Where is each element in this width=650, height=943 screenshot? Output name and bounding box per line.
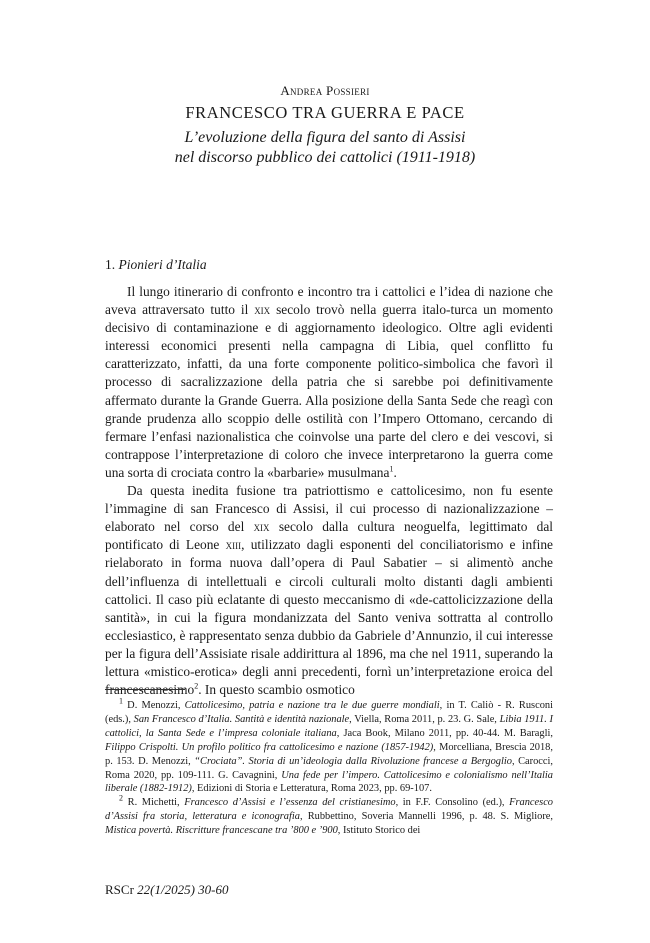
subtitle-line-2: nel discorso pubblico dei cattolici (1911-1918) xyxy=(174,149,476,166)
journal-name: RSCr xyxy=(105,882,134,897)
author-name: Andrea Possieri xyxy=(280,83,370,98)
footnote-ref-2[interactable]: 2 xyxy=(194,681,199,691)
footnote-ref-1[interactable]: 1 xyxy=(389,464,394,474)
footnote-text: , Jaca Book, Milano 2011, pp. 40-44. M. Baragli, xyxy=(336,727,553,739)
footnote-text: , Morcelliana, Brescia 2018, p. 153. D. Menozzi, xyxy=(105,741,553,767)
paragraph-1-end: . xyxy=(393,464,397,480)
footnote-work-title: Cattolicesimo, patria e nazione tra le due guerre mondiali xyxy=(184,700,440,711)
footnote-text: , in F.F. Consolino (ed.), xyxy=(395,797,510,809)
footnote-text: , Rubbettino, Soveria Mannelli 1996, p. 48. S. Migliore, xyxy=(299,811,553,823)
pope-numeral: xiii xyxy=(225,537,242,553)
paragraph-2-text-a: Da questa inedita fusione tra patriottismo e cattolicesimo, non fu esente l’immagine di san Francesco di Assisi, il cui processo di nazionalizzazione – elaborato nel corso del xyxy=(105,483,553,535)
footnote-1 xyxy=(105,696,553,796)
footnote-work-title: “Crociata”. Storia di un’ideologia dalla Rivoluzione francese a Bergoglio xyxy=(194,755,512,767)
footnote-work-title: Mistica povertà. Riscritture francescane tra ’800 e ’900 xyxy=(105,825,338,837)
footnote-separator xyxy=(105,689,185,690)
footnote-work-title: Francesco d’Assisi fra storia, letteratura e iconografia xyxy=(105,797,553,823)
footnote-work-title: Francesco d’Assisi e l’essenza del cristianesimo xyxy=(184,797,396,809)
footnote-text: D. Menozzi, xyxy=(123,700,185,711)
footnote-work-title: San Francesco d’Italia. Santità e identità nazionale xyxy=(133,713,350,725)
paragraph-1 xyxy=(105,283,553,482)
footnote-text: , in T. Caliò - R. Rusconi (eds.), xyxy=(105,700,553,725)
paragraph-2 xyxy=(105,482,553,699)
footnote-text: , Istituto Storico dei xyxy=(337,825,421,837)
century-numeral: xix xyxy=(254,302,271,318)
section-heading xyxy=(105,257,207,273)
paragraph-1-text-a: Il lungo itinerario di confronto e incontro tra i cattolici e l’idea di nazione che aveva attraversato tutto il xyxy=(105,284,553,318)
century-numeral: xix xyxy=(253,519,270,535)
footnote-text: , Carocci, Roma 2020, pp. 109-111. G. Cavagnini, xyxy=(105,755,553,781)
footnote-2 xyxy=(105,793,553,838)
footnote-work-title: Filippo Crispolti. Un profilo politico fra cattolicesimo e nazione (1857-1942) xyxy=(105,741,434,753)
footnote-text: , Edizioni di Storia e Letteratura, Roma 2023, pp. 69-107. xyxy=(191,783,432,795)
subtitle-line-1: L’evoluzione della figura del santo di Assisi xyxy=(184,129,466,146)
paragraph-2-text-b: secolo dalla cultura neoguelfa, legittimato dal pontificato di Leone xyxy=(105,519,553,553)
section-title: Pionieri d’Italia xyxy=(118,257,207,272)
footnote-number: 1 xyxy=(119,696,123,706)
section-number: 1. xyxy=(105,257,116,272)
article-title: FRANCESCO TRA GUERRA E PACE xyxy=(185,103,465,122)
body-text xyxy=(105,283,553,699)
paragraph-2-end: . In questo scambio osmotico xyxy=(198,682,355,698)
article-subtitle xyxy=(0,128,650,168)
footnote-work-title: Una fede per l’impero. Cattolicesimo e colonialismo nell’Italia liberale (1882-1912) xyxy=(105,769,553,795)
page-footer xyxy=(105,882,229,898)
footnote-text: , Viella, Roma 2011, p. 23. G. Sale, xyxy=(349,713,500,725)
journal-issue: 22(1/2025) 30-60 xyxy=(137,882,229,897)
footnote-work-title: Libia 1911. I cattolici, la Santa Sede e l’impresa coloniale italiana xyxy=(105,713,553,739)
paragraph-2-text-c: , utilizzato dagli esponenti del conciliatorismo e infine rielaborato in forma nuova dall’opera di Paul Sabatier – si alimentò anche dell’influenza di intellettuali e circoli culturali molto distanti dagli ambienti cattolici. Il caso più eclatante di questo meccanismo di «de-cattolicizzazione della santità», in cui la figura mondanizzata del Santo veniva sottratta al controllo ecclesiastico, è rappresentato senza dubbio da Gabriele d’Annunzio, il cui interesse per la figura dell’Assisiate risale addirittura al 1896, ma che nel 1911, superando la lettura «mistico-erotica» degli anni precedenti, fornì un’interpretazione eroica del francescanesimo xyxy=(105,537,553,698)
footnote-number: 2 xyxy=(119,793,123,803)
footnotes xyxy=(105,696,553,838)
paragraph-1-text-b: secolo trovò nella guerra italo-turca un momento decisivo di contaminazione e di aggiornamento ideologico. Oltre agli evidenti interessi economici presenti nella campagna di Libia, quel conflitto fu caratterizzato, infatti, da una forte componente politico-simbolica che favorì il processo di sacralizzazione della patria che si sarebbe poi definitivamente affermato durante la Grande Guerra. Alla posizione della Santa Sede che reagì con grande prudenza allo scoppio delle ostilità con l’Impero Ottomano, cercando di fermare l’enfasi nazionalistica che coinvolse una parte del clero e dei vescovi, si contrappose l’interpretazione di coloro che invece interpretarono la guerra come una sorta di crociata contro la «barbarie» musulmana xyxy=(105,302,554,480)
footnote-text: R. Michetti, xyxy=(123,797,185,809)
